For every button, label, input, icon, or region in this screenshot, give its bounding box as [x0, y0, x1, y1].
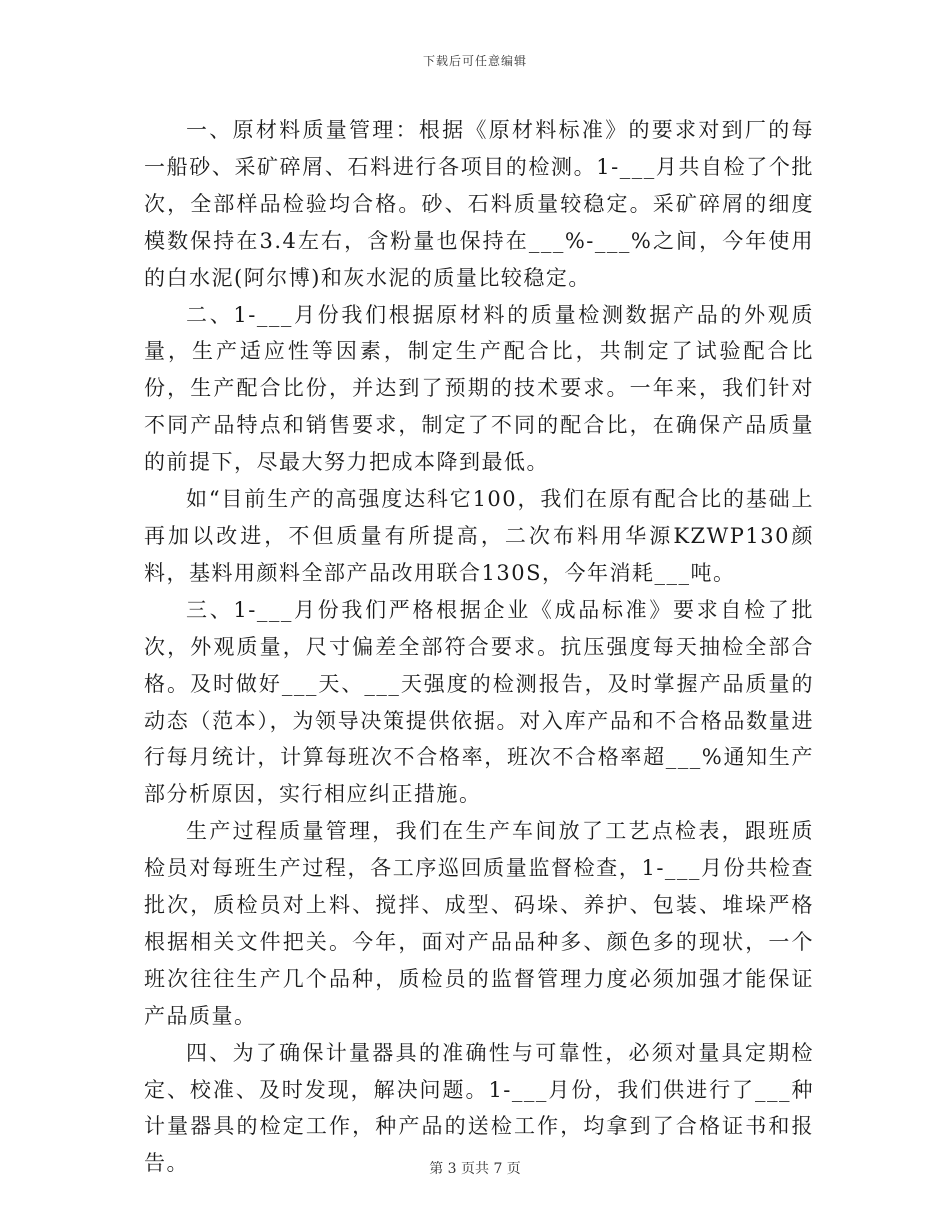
paragraph-raw-material-quality: 一、原材料质量管理：根据《原材料标准》的要求对到厂的每一船砂、采矿碎屑、石料进行各项目的检测。1-___月共自检了个批次，全部样品检验均合格。砂、石料质量较稳定。采矿碎屑的细度模数保持在3.4左右，含粉量也保持在___%-___%之间，今年使用的白水泥(阿尔博)和灰水泥的质量比较稳定。 [144, 118, 814, 290]
paragraph-production-process-quality: 生产过程质量管理，我们在生产车间放了工艺点检表，跟班质检员对每班生产过程，各工序巡回质量监督检查，1-___月份共检查批次，质检员对上料、搅拌、成型、码垛、养护、包装、堆垛严格根据相关文件把关。今年，面对产品品种多、颜色多的现状，一个班次往往生产几个品种，质检员的监督管理力度必须加强才能保证产品质量。 [144, 819, 814, 1028]
page-header: 下载后可任意编辑 [422, 54, 527, 68]
paragraph-mix-ratio: 二、1-___月份我们根据原材料的质量检测数据产品的外观质量，生产适应性等因素，制定生产配合比，共制定了试验配合比份，生产配合比份，并达到了预期的技术要求。一年来，我们针对不同产品特点和销售要求，制定了不同的配合比，在确保产品质量的前提下，尽最大努力把成本降到最低。 [144, 302, 814, 475]
document-body [144, 112, 814, 1182]
paragraph-pigment-usage: 如“目前生产的高强度达科它100，我们在原有配合比的基础上再加以改进，不但质量有所提高，二次布料用华源KZWP130颜料，基料用颜料全部产品改用联合130S，今年消耗___吨。 [144, 487, 814, 585]
paragraph-finished-product-inspection: 三、1-___月份我们严格根据企业《成品标准》要求自检了批次，外观质量，尺寸偏差全部符合要求。抗压强度每天抽检全部合格。及时做好___天、___天强度的检测报告，及时掌握产品质量的动态（范本），为领导决策提供依据。对入库产品和不合格品数量进行每月统计，计算每班次不合格率，班次不合格率超___%通知生产部分析原因，实行相应纠正措施。 [144, 597, 814, 807]
paragraph-measuring-instruments: 四、为了确保计量器具的准确性与可靠性，必须对量具定期检定、校准、及时发现，解决问题。1-___月份，我们供进行了___种计量器具的检定工作，种产品的送检工作，均拿到了合格证书和报告。 [144, 1040, 814, 1176]
page-number: 第 3 页共 7 页 [429, 1161, 521, 1177]
